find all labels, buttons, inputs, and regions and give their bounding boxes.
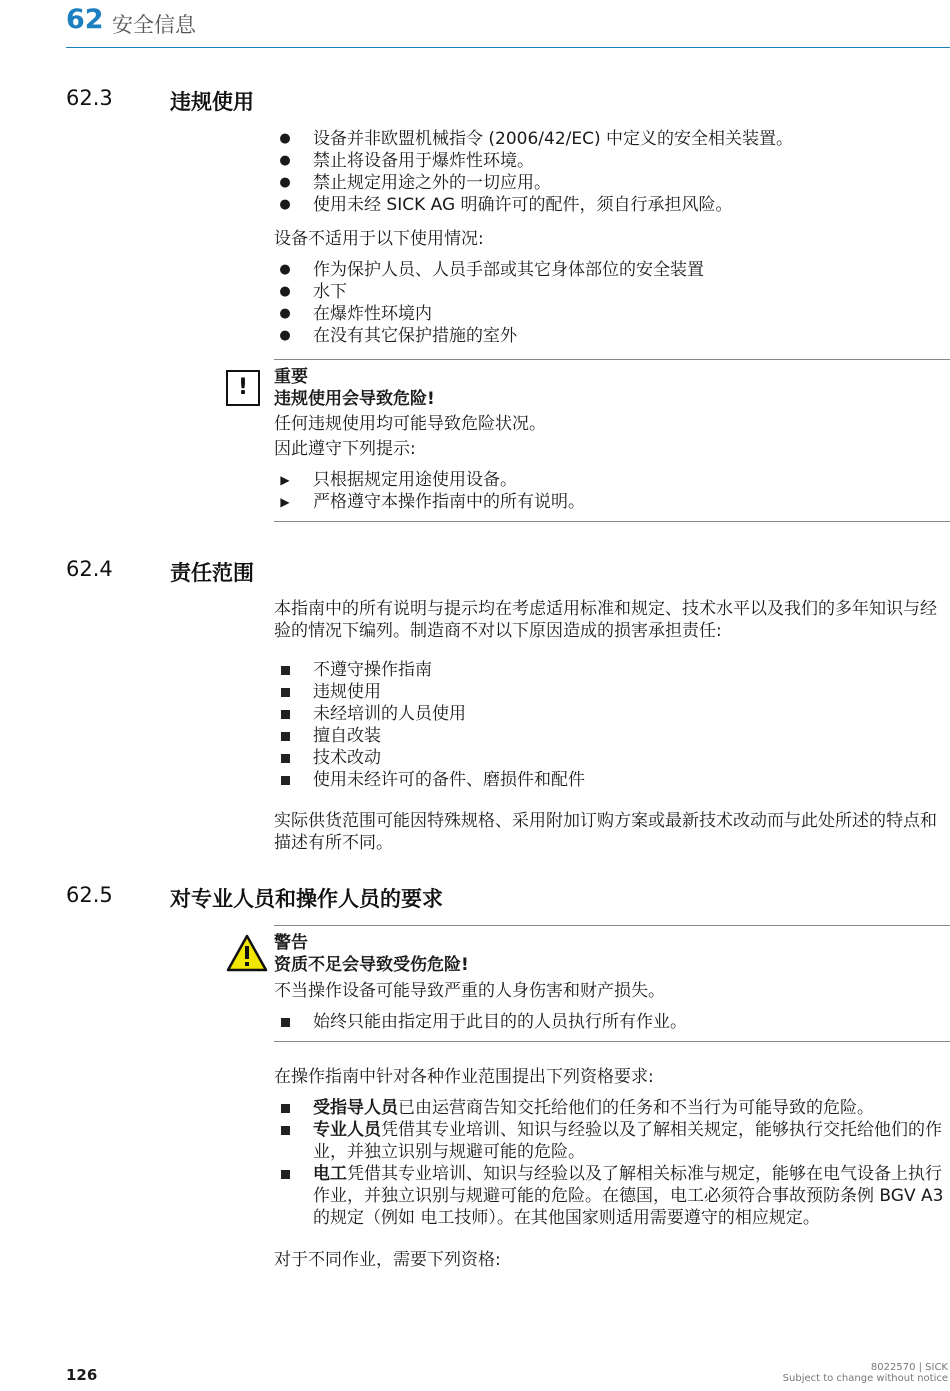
list-item: ● 在没有其它保护措施的室外	[279, 326, 517, 346]
list-item: 电工凭借其专业培训、知识与经验以及了解相关标准与规定，能够在电气设备上执行作业，并独立识别与规避可能的危险。在德国，电工必须符合事故预防条例 BGV A3 的规定（例如 电工技师）。在其他国家则适用需要遵守的相应规定。	[274, 1163, 944, 1229]
list-item: 始终只能由指定用于此目的的人员执行所有作业。	[274, 1011, 950, 1033]
section-number-62-5: 62.5	[66, 883, 113, 907]
section-title-62-5: 对专业人员和操作人员的要求	[170, 887, 443, 911]
warning-keyword: 警告	[274, 933, 308, 953]
section-title-62-4: 责任范围	[170, 561, 254, 585]
section-title-62-3: 违规使用	[170, 90, 254, 114]
list-item: ● 使用未经 SICK AG 明确许可的配件，须自行承担风险。	[279, 195, 733, 215]
chapter-title: 安全信息	[112, 13, 196, 37]
list-item: ▶ 严格遵守本操作指南中的所有说明。	[280, 492, 585, 512]
list-item: 专业人员凭借其专业培训、知识与经验以及了解相关规定，能够执行交托给他们的作业，并独立识别与规避可能的危险。	[274, 1119, 944, 1163]
list-item: 擅自改装	[274, 725, 944, 747]
header-rule	[66, 47, 950, 48]
list-item: 不遵守操作指南	[274, 659, 944, 681]
section-number-62-3: 62.3	[66, 86, 113, 110]
section-number-62-4: 62.4	[66, 557, 113, 581]
list-item: 受指导人员已由运营商告知交托给他们的任务和不当行为可能导致的危险。	[274, 1097, 944, 1119]
page-header	[0, 0, 950, 48]
list-item: ● 禁止规定用途之外的一切应用。	[279, 173, 551, 193]
section-62-4-body	[274, 598, 944, 854]
qualification-outro: 对于不同作业，需要下列资格:	[274, 1250, 501, 1270]
section-62-5-body	[274, 1066, 944, 1271]
section-62-3-body	[274, 128, 944, 347]
list-item: ● 水下	[279, 282, 347, 302]
liability-outro: 实际供货范围可能因特殊规格、采用附加订购方案或最新技术改动而与此处所述的特点和描述有所不同。	[274, 811, 937, 853]
list-item: ● 禁止将设备用于爆炸性环境。	[279, 151, 534, 171]
important-notice	[274, 359, 950, 522]
misuse-list	[274, 128, 944, 216]
liability-list	[274, 659, 944, 791]
qualification-term: 专业人员	[313, 1120, 381, 1140]
list-item: 使用未经许可的备件、磨损件和配件	[274, 769, 944, 791]
list-item: ● 作为保护人员、人员手部或其它身体部位的安全装置	[279, 260, 704, 280]
qualification-term: 受指导人员	[313, 1098, 398, 1118]
unsuitable-intro: 设备不适用于以下使用情况:	[274, 229, 484, 249]
page-number: 126	[66, 1366, 98, 1384]
liability-intro: 本指南中的所有说明与提示均在考虑适用标准和规定、技术水平以及我们的多年知识与经验的情况下编列。制造商不对以下原因造成的损害承担责任:	[274, 599, 937, 641]
list-item: ● 在爆炸性环境内	[279, 304, 432, 324]
notice-keyword: 重要	[274, 367, 308, 387]
warning-notice	[274, 925, 950, 1042]
unsuitable-list	[274, 259, 944, 347]
list-item: 技术改动	[274, 747, 944, 769]
list-item: 未经培训的人员使用	[274, 703, 944, 725]
chapter-number: 62	[66, 4, 104, 35]
document-number: 8022570 | SICK	[870, 1362, 948, 1373]
warning-list	[274, 1011, 950, 1033]
important-icon: !	[226, 370, 260, 406]
qualification-term: 电工	[313, 1164, 347, 1184]
notice-heading: 违规使用会导致危险!	[274, 389, 435, 409]
warning-triangle-icon	[226, 934, 268, 972]
list-item: ▶ 只根据规定用途使用设备。	[280, 470, 517, 490]
notice-actions	[274, 469, 950, 513]
qualification-intro: 在操作指南中针对各种作业范围提出下列资格要求:	[274, 1067, 654, 1087]
notice-text: 因此遵守下列提示:	[274, 439, 416, 459]
footer-note: Subject to change without notice	[782, 1373, 948, 1384]
notice-text: 任何违规使用均可能导致危险状况。	[274, 414, 546, 434]
warning-text: 不当操作设备可能导致严重的人身伤害和财产损失。	[274, 981, 665, 1001]
warning-heading: 资质不足会导致受伤危险!	[274, 955, 469, 975]
list-item: 违规使用	[274, 681, 944, 703]
list-item: ● 设备并非欧盟机械指令 (2006/42/EC) 中定义的安全相关装置。	[279, 129, 794, 149]
footer-info	[783, 1362, 948, 1384]
qualification-list	[274, 1097, 944, 1229]
